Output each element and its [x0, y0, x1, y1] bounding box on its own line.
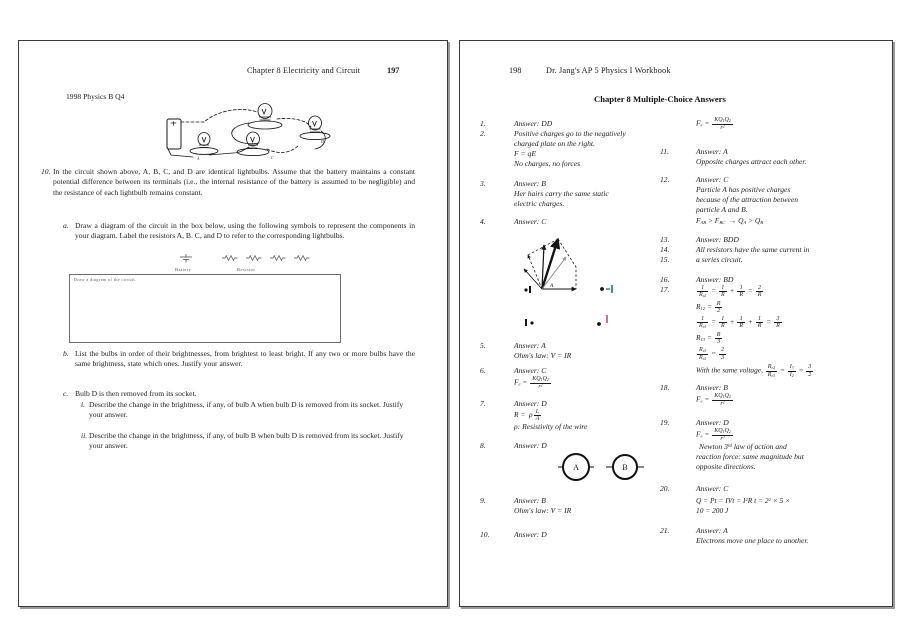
component-symbol-legend [174, 252, 314, 268]
answer-text-14: All resistors have the same current in [696, 245, 810, 254]
formula-voltage: With the same voltage, $\frac{R_{e2}}{R_{e3}}$ = $\frac{I_3}{I_2}$ = $\frac{3}{2}$ [696, 364, 812, 378]
answer-text-21-line2: Electrons move one place to another. [696, 536, 809, 545]
right-page-running-header: Dr. Jang's AP 5 Physics I Workbook [546, 66, 671, 75]
formula-energy-line2: 10 = 200 J [696, 506, 729, 515]
answer-text-3-line2: Her hairs carry the same static [514, 189, 609, 198]
part-c-ii-label: ii. [81, 431, 88, 440]
answer-text-2-line3: F = qE [514, 149, 536, 158]
answer-text-21-line1: Answer: A [696, 526, 728, 535]
answer-text-2-line2: charged plate on the right. [514, 139, 595, 148]
formula-coulomb-top: $F_e$ = $\frac{KQ_1Q_2}{r^2}$ [696, 117, 731, 131]
answer-num-21: 21. [660, 526, 670, 535]
answer-num-17: 17. [660, 285, 670, 294]
formula-r12: $R_{12}$ = $\frac{R}{2}$ [696, 301, 721, 315]
formula-req3: $\frac{1}{R_{e3}}$ = $\frac{1}{R}$ + $\frac{1}{R}$ + $\frac{1}{R}$ = $\frac{3}{R}$ [699, 316, 780, 330]
answer-text-19-line1: Answer: D [696, 418, 729, 427]
vector-diagram-answer-4 [520, 227, 630, 327]
formula-fab-fbc: $F_{AB} > F_{BC} \to Q_A > Q_B$ [696, 216, 764, 225]
page-right [459, 40, 893, 607]
answer-num-2: 2. [480, 129, 486, 138]
answer-text-13: Answer: BDD [696, 235, 739, 244]
circuit-figure-handdrawn [149, 103, 349, 163]
formula-coulomb-6: $F_e$ = $\frac{KQ_1Q_2}{r^2}$ [514, 376, 549, 390]
student-answer-box[interactable] [69, 274, 341, 343]
part-c-i-text: Describe the change in the brightness, if any, of bulb A when bulb D is removed from its socket. Justify your answer. [89, 400, 404, 420]
answer-num-12: 12. [660, 175, 670, 184]
answer-num-6: 6. [480, 366, 486, 375]
answer-text-9-line1: Answer: B [514, 496, 546, 505]
part-a-label: a. [63, 221, 69, 230]
left-page-source-line: 1998 Physics B Q4 [66, 92, 125, 101]
answer-text-20: Answer: C [696, 484, 729, 493]
answer-num-4: 4. [480, 217, 486, 226]
formula-coulomb-19: $F_e$ = $\frac{KQ_1Q_2}{r^3}$ [696, 428, 731, 442]
answer-text-7-line1: Answer: D [514, 399, 547, 408]
answer-num-15: 15. [660, 255, 670, 264]
circle-label-a: A [573, 463, 579, 472]
answer-num-7: 7. [480, 399, 486, 408]
part-c-label: c. [63, 389, 69, 398]
part-c-ii-text: Describe the change in the brightness, if any, of bulb B when bulb D is removed from its socket. Justify your answer. [89, 431, 404, 451]
answer-text-6: Answer: C [514, 366, 547, 375]
answer-num-9: 9. [480, 496, 486, 505]
answer-text-7-line2: ρ: Resistivity of the wire [514, 422, 588, 431]
answer-text-19-line3: reaction force: same magnitude but [696, 452, 804, 461]
answer-num-13: 13. [660, 235, 670, 244]
svg-text:A: A [550, 283, 554, 289]
answer-num-19: 19. [660, 418, 670, 427]
answer-text-12-line3: because of the attraction between [696, 195, 799, 204]
svg-text:D: D [321, 139, 324, 144]
svg-text:A: A [197, 156, 200, 161]
answer-text-11-line2: Opposite charges attract each other. [696, 157, 807, 166]
answer-text-3-line1: Answer: B [514, 179, 546, 188]
answer-text-16: Answer: BD [696, 275, 734, 284]
left-page-folio: 197 [387, 66, 400, 75]
answer-num-14: 14. [660, 245, 670, 254]
answer-num-10: 10. [480, 530, 490, 539]
part-a-text: Draw a diagram of the circuit in the box below, using the following symbols to represent the components in your diagram. Label the resistors A, B. C, and D to refer to the corresponding lightbulbs. [75, 221, 415, 241]
answer-num-16: 16. [660, 275, 670, 284]
part-c-text: Bulb D is then removed from its socket. [75, 389, 197, 398]
answer-num-1: 1. [480, 119, 486, 128]
part-b-label: b. [63, 349, 69, 358]
answer-text-5-line1: Answer: A [514, 341, 546, 350]
formula-resistivity: R = ρ $\frac{L}{A}$ [514, 409, 540, 423]
answer-num-5: 5. [480, 341, 486, 350]
answer-text-2-line4: No charges, no forces [514, 159, 581, 168]
answer-text-11-line1: Answer: A [696, 147, 728, 156]
formula-ratio: $\frac{R_{e3}}{R_{e2}}$ = $\frac{2}{3}$ [699, 347, 724, 361]
question-10-number: 10. [41, 167, 51, 176]
answer-num-3: 3. [480, 179, 486, 188]
left-page-running-header: Chapter 8 Electricity and Circuit [247, 66, 361, 75]
section-title: Chapter 8 Multiple-Choice Answers [594, 94, 726, 104]
circle-label-b: B [622, 463, 628, 472]
svg-text:C: C [271, 155, 274, 160]
right-page-folio: 198 [509, 66, 522, 75]
answer-text-12-line1: Answer: C [696, 175, 729, 184]
answer-text-19-line2: Newton 3rd law of action and [699, 442, 787, 451]
formula-req2: $\frac{1}{R_{e2}}$ = $\frac{1}{R}$ + $\frac{1}{R}$ = $\frac{2}{R}$ [699, 285, 762, 299]
part-b-text: List the bulbs in order of their brightnesses, from brightest to least bright. If any two or more bulbs have the same brightness, state which ones. Justify your answer. [75, 349, 415, 369]
question-10-stem: In the circuit shown above, A, B, C, and D are identical lightbulbs. Assume that the battery maintains a constant potential difference between its terminals (i.e., the internal resistance of the battery is assumed to be negligible) and the resistance of each lightbulb remains constant. [53, 167, 415, 197]
answer-text-10: Answer: D [514, 530, 547, 539]
two-circle-diagram-answer-8 [550, 449, 650, 485]
answer-text-3-line3: electric charges. [514, 199, 565, 208]
answer-text-5-line2: Ohm's law: V = IR [514, 351, 572, 360]
answer-text-18: Answer: B [696, 383, 728, 392]
formula-coulomb-18: $F_e$ = $\frac{KQ_1Q_2}{r^2}$ [696, 393, 731, 407]
page-left [18, 40, 448, 607]
formula-energy-line1: Q = Pt = IVt = $I^2R$ $t = 2^2 \times 5$ × [696, 495, 791, 505]
answer-text-4: Answer: C [514, 217, 547, 226]
answer-text-1: Answer: DD [514, 119, 553, 128]
answer-num-8: 8. [480, 441, 486, 450]
answer-num-11: 11. [660, 147, 669, 156]
answer-box-hint: Draw a diagram of the circuit. [74, 277, 137, 282]
answer-text-19-line4: opposite directions. [696, 462, 756, 471]
answer-text-15: a series circuit. [696, 255, 743, 264]
answer-num-18: 18. [660, 383, 670, 392]
answer-text-2-line1: Positive charges go to the negatively [514, 129, 626, 138]
part-c-i-label: i. [81, 400, 86, 409]
legend-resistor-label: Resistor [237, 267, 256, 272]
answer-num-20: 20. [660, 484, 670, 493]
legend-battery-label: Battery [175, 267, 192, 272]
answer-text-12-line2: Particle A has positive charges [696, 185, 791, 194]
answer-text-8: Answer: D [514, 441, 547, 450]
formula-r13: $R_{13}$ = $\frac{R}{3}$ [696, 332, 721, 346]
answer-text-9-line2: Ohm's law: V = IR [514, 506, 572, 515]
answer-text-12-line4: particle A and B. [696, 205, 748, 214]
